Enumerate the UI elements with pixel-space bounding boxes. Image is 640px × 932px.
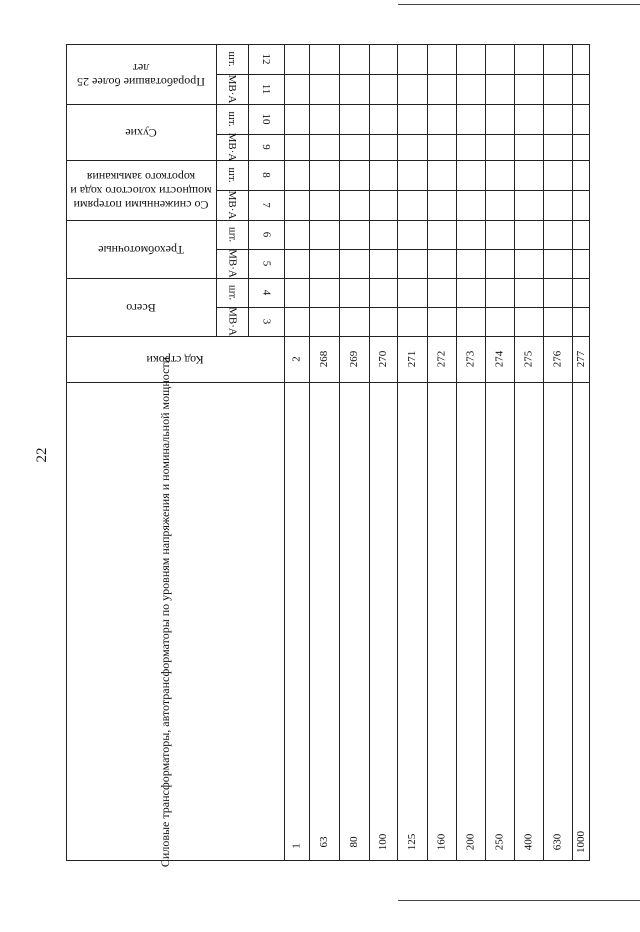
row-label: 1000 bbox=[574, 831, 587, 853]
row-label: 80 bbox=[347, 836, 360, 848]
code-header-label: Код строки bbox=[146, 352, 204, 367]
row-label: 400 bbox=[522, 833, 535, 851]
row-label: 200 bbox=[464, 833, 477, 851]
unit-label: МВ·А bbox=[226, 249, 239, 278]
unit-label: шт. bbox=[226, 167, 239, 183]
row-code: 275 bbox=[522, 350, 535, 368]
number-column-separator bbox=[248, 44, 249, 336]
column-number: 6 bbox=[260, 231, 273, 238]
row-label-header: 1 bbox=[290, 843, 303, 849]
row-label: 160 bbox=[435, 833, 448, 851]
scan-edge-top bbox=[398, 4, 640, 5]
column-number: 10 bbox=[260, 113, 273, 125]
row-label: 100 bbox=[376, 833, 389, 851]
code-header-number: 2 bbox=[290, 356, 303, 362]
data-column-line bbox=[369, 44, 370, 861]
data-column-line bbox=[572, 44, 573, 861]
column-number: 3 bbox=[260, 318, 273, 325]
row-code: 272 bbox=[435, 350, 448, 368]
group-header-label: Всего bbox=[126, 300, 156, 315]
row-code: 274 bbox=[493, 350, 506, 368]
data-column-line bbox=[309, 44, 310, 861]
page-number: 22 bbox=[33, 447, 50, 463]
column-number: 12 bbox=[260, 53, 273, 65]
data-column-line bbox=[514, 44, 515, 861]
row-header-title: Силовые трансформаторы, автотрансформаторы по уровням напряжения и номинальной мощности bbox=[158, 356, 173, 868]
data-column-line bbox=[339, 44, 340, 861]
data-column-line bbox=[485, 44, 486, 861]
group-header-label: Трехобмоточные bbox=[98, 242, 184, 257]
data-column-line bbox=[543, 44, 544, 861]
data-area-left-line bbox=[284, 44, 285, 861]
row-label: 630 bbox=[551, 833, 564, 851]
row-label: 250 bbox=[493, 833, 506, 851]
unit-label: шт. bbox=[226, 284, 239, 301]
unit-label: шт. bbox=[226, 226, 239, 243]
table-border-bottom bbox=[66, 860, 590, 861]
data-column-line bbox=[456, 44, 457, 861]
group-header-label: Проработавшие более 25 лет bbox=[77, 61, 205, 89]
row-code: 277 bbox=[574, 350, 587, 368]
unit-label: шт. bbox=[226, 51, 239, 67]
unit-label: МВ·А bbox=[226, 74, 239, 104]
row-label: 125 bbox=[405, 833, 418, 851]
unit-label: МВ·А bbox=[226, 132, 239, 162]
column-number: 7 bbox=[260, 202, 273, 208]
data-column-line bbox=[397, 44, 398, 861]
column-number: 8 bbox=[260, 172, 273, 178]
column-number: 9 bbox=[260, 144, 273, 150]
rotated-statistics-table bbox=[66, 44, 590, 868]
row-code: 268 bbox=[317, 350, 330, 368]
table-border-right bbox=[589, 44, 590, 861]
row-code: 273 bbox=[464, 350, 477, 368]
unit-label: шт. bbox=[226, 111, 239, 127]
row-code: 271 bbox=[405, 350, 418, 368]
group-header-label: Сухие bbox=[125, 125, 157, 140]
code-band-bottom-line bbox=[66, 382, 590, 383]
row-code: 270 bbox=[376, 350, 389, 368]
table-border-left bbox=[66, 44, 67, 861]
group-header-label: Со сниженными потерями мощности холостого хода и короткого замыкания bbox=[70, 170, 212, 212]
data-column-line bbox=[427, 44, 428, 861]
unit-label: МВ·А bbox=[226, 190, 239, 220]
column-number: 4 bbox=[260, 289, 273, 296]
column-number: 5 bbox=[260, 260, 273, 267]
column-number: 11 bbox=[260, 83, 273, 95]
scan-edge-bottom bbox=[398, 900, 640, 901]
row-label: 63 bbox=[317, 836, 330, 848]
row-code: 269 bbox=[347, 350, 360, 368]
row-code: 276 bbox=[551, 350, 564, 368]
unit-label: МВ·А bbox=[226, 307, 239, 336]
